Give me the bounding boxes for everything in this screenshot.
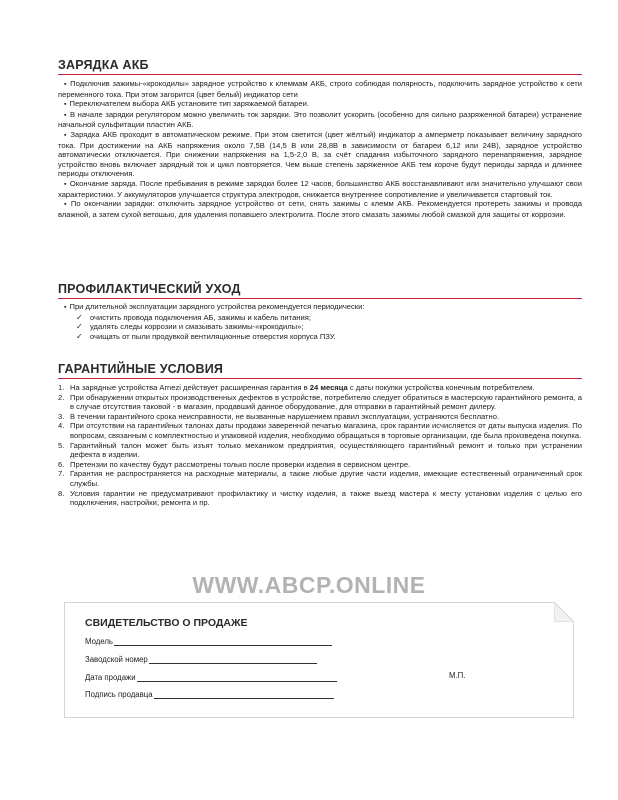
checkmark-icon: ✓ xyxy=(76,312,83,322)
date-label: Дата продажи xyxy=(85,673,136,682)
warranty-list xyxy=(58,383,582,508)
list-item-text: В течении гарантийного срока неисправности, не вызванные нарушением правил эксплуатации, устраняются бесплатно. xyxy=(70,411,500,421)
list-item-text: очищать от пыли продувкой вентиляционные отверстия корпуса ПЗУ. xyxy=(90,332,336,342)
list-item xyxy=(58,489,582,508)
paragraph xyxy=(58,199,582,219)
list-item xyxy=(58,469,582,488)
model-label: Модель xyxy=(85,637,113,646)
list-number: 7. xyxy=(58,469,65,479)
section-title-maintenance: ПРОФИЛАКТИЧЕСКИЙ УХОД xyxy=(58,282,582,299)
bullet-icon: ▪ xyxy=(64,304,67,311)
folded-corner-icon xyxy=(554,602,574,622)
paragraph-text: Окончание заряда. После пребывания в режиме зарядки более 12 часов, большинство АКБ восстанавливают или значительно улучшают свои характеристики. У аккумуляторов улучшается структура электродов, снижается внутреннее сопротивление и увеличивается стартовый ток. xyxy=(58,178,583,199)
maintenance-list xyxy=(58,313,582,342)
date-field[interactable] xyxy=(85,673,337,682)
paragraph-text: При длительной эксплуатации зарядного устройства рекомендуется периодически: xyxy=(69,302,365,311)
list-item-text: При обнаружении открытых производственных дефектов в устройстве, потребителю следует обратиться в мастерскую гарантийного ремонта, а в случае отсутствия таковой - в магазин, продавший данное оборудование, для отправки в гарантийный ремонт дилеру. xyxy=(70,392,582,412)
stamp-label: М.П. xyxy=(449,671,466,680)
date-line[interactable] xyxy=(137,674,337,682)
list-item-text xyxy=(70,383,582,393)
list-item-text: очистить провода подключения АБ, зажимы и кабель питания; xyxy=(90,312,311,322)
section-maintenance xyxy=(58,282,582,342)
list-item-text: Условия гарантии не предусматривают профилактику и чистку изделия, а также выезд мастера к месту установки изделия с целью его подключения, настройки, ремонта и пр. xyxy=(70,488,582,508)
maintenance-intro xyxy=(58,302,582,313)
paragraph xyxy=(58,179,582,199)
warranty-text: На зарядные устройства Arnezi действует расширенная гарантия в xyxy=(70,383,310,392)
list-item xyxy=(58,441,582,460)
paragraph xyxy=(58,110,582,130)
model-field[interactable] xyxy=(85,637,332,646)
list-number: 3. xyxy=(58,411,65,421)
paragraph-text: Подключив зажимы-«крокодилы» зарядное устройство к клеммам АКБ, строго соблюдая полярность, подключить зарядное устройство к сети переменного тока. При этом загорится (цвет белый) индикатор сети xyxy=(58,79,582,99)
paragraph xyxy=(58,99,582,110)
list-item xyxy=(76,332,582,342)
section-charging xyxy=(58,58,582,219)
checkmark-icon: ✓ xyxy=(76,332,83,342)
paragraph xyxy=(58,79,582,99)
certificate-title: СВИДЕТЕЛЬСТВО О ПРОДАЖЕ xyxy=(85,617,248,629)
checkmark-icon: ✓ xyxy=(76,322,83,332)
list-item-text: удалять следы коррозии и смазывать зажимы-«крокодилы»; xyxy=(90,322,304,332)
section-title-warranty: ГАРАНТИЙНЫЕ УСЛОВИЯ xyxy=(58,362,582,379)
bullet-icon: ▪ xyxy=(64,201,68,209)
paragraph xyxy=(58,130,582,179)
paragraph-text: Переключателем выбора АКБ установите тип заряжаемой батареи. xyxy=(69,99,309,109)
paragraph-text: В начале зарядки регулятором можно увеличить ток зарядки. Это позволит ускорить (особенно для сильно разряженной батареи) устранение начальной сульфитации пластин АКБ. xyxy=(58,109,582,130)
list-number: 1. xyxy=(58,383,65,392)
list-number: 6. xyxy=(58,459,65,469)
list-item xyxy=(58,383,582,393)
list-item-text: Гарантийный талон может быть изъят только механиком предприятия, осуществляющего гарантийный ремонт и только при устранении дефекта в изделии. xyxy=(70,440,582,460)
list-item xyxy=(76,322,582,332)
paragraph-text: Зарядка АКБ проходит в автоматическом режиме. При этом светится (цвет жёлтый) индикатор а амперметр показывает величину зарядного тока. При достижении на АКБ напряжения около 7,5В (14,5 В или 28,8В в зависимости от батареи 6,12 или 24В), зарядное устройство автоматически отключается. При снижении напряжения на 1,5-2,0 В, за счёт спадания избыточного зарядного перенапряжения, зарядное устройство вновь включает зарядный ток и цикл повторяется. Чем выше степень заряженное АКБ тем короче будут периоды заряда и длиннее периоды отключения. xyxy=(58,129,583,179)
list-item xyxy=(58,393,582,412)
list-item xyxy=(76,313,582,323)
list-number: 4. xyxy=(58,421,65,431)
list-item xyxy=(58,421,582,440)
bullet-icon: ▪ xyxy=(64,180,67,188)
list-item xyxy=(58,460,582,470)
seller-label: Подпись продавца xyxy=(85,690,153,699)
list-item-text: Претензии по качеству будут рассмотрены только после проверки изделия в сервисном центре. xyxy=(70,459,411,469)
list-item-text: При отсутствии на гарантийных талонах даты продажи заверенной печатью магазина, срок гарантии исчисляется от даты выпуска изделия. По вопросам, связанным с комплектностью и упаковкой изделия, необходимо обращаться в торговые организации, где была произведена покупка. xyxy=(70,421,582,440)
sale-certificate xyxy=(64,602,574,718)
bullet-icon: ▪ xyxy=(64,111,67,119)
model-line[interactable] xyxy=(114,638,332,646)
bullet-icon: ▪ xyxy=(64,131,68,139)
watermark: WWW.ABCP.ONLINE xyxy=(192,572,426,598)
serial-field[interactable] xyxy=(85,655,317,664)
seller-line[interactable] xyxy=(154,691,334,699)
list-item xyxy=(58,412,582,422)
section-title-charging: ЗАРЯДКА АКБ xyxy=(58,58,582,75)
paragraph-text: По окончании зарядки: отключить зарядное устройство от сети, снять зажимы с клемм АКБ. Рекомендуется протереть зажимы и провода влажной, а затем сухой ветошью, для удаления попавшего электролита. После этого смазать зажимы любой смазкой для защиты от коррозии. xyxy=(58,199,582,219)
bullet-icon: ▪ xyxy=(64,101,67,109)
section-warranty xyxy=(58,362,582,508)
warranty-text: с даты покупки устройства конечным потребителем. xyxy=(347,383,535,392)
list-item-text: Гарантия не распространяется на расходные материалы, а также любые другие части изделия, имеющие естественный ограниченный срок службы. xyxy=(70,469,582,488)
list-number: 8. xyxy=(58,488,65,498)
list-number: 2. xyxy=(58,392,65,402)
warranty-period: 24 месяца xyxy=(309,383,348,392)
bullet-icon: ▪ xyxy=(64,81,68,88)
seller-field[interactable] xyxy=(85,690,334,699)
list-number: 5. xyxy=(58,440,65,450)
serial-line[interactable] xyxy=(149,656,317,664)
serial-label: Заводской номер xyxy=(85,655,148,664)
